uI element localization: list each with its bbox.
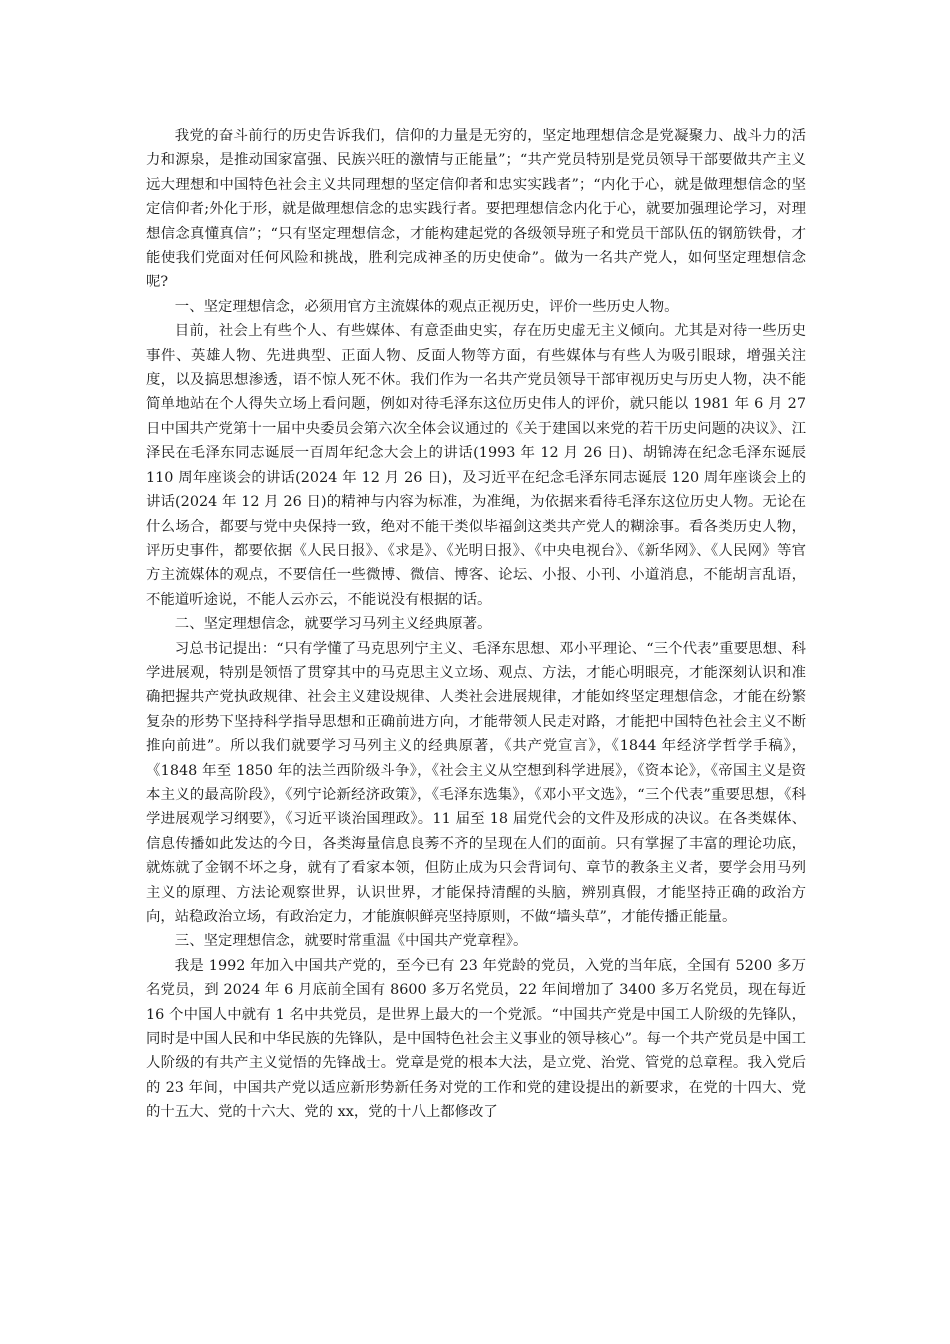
paragraph-section-1: 目前，社会上有些个人、有些媒体、有意歪曲史实，存在历史虚无主义倾向。尤其是对待一些历史事件、英雄人物、先进典型、正面人物、反面人物等方面，有些媒体与有些人为吸引眼球，增强关注度，以及搞思想渗透，语不惊人死不休。我们作为一名共产党员领导干部审视历史与历史人物，决不能简单地站在个人得失立场上看问题，例如对待毛泽东这位历史伟人的评价，就只能以 1981 年 6 月 27 日中国共产党第十一届中央委员会第六次全体会议通过的《关于建国以来党的若干历史问题的决议》、江泽民在毛泽东同志诞辰一百周年纪念大会上的讲话(1993 年 12 月 26 日)、胡锦涛在纪念毛泽东诞辰 110 周年座谈会的讲话(2024 年 12 月 26 日)，及习近平在纪念毛泽东同志诞辰 120 周年座谈会上的讲话(2024 年 12 月 26 日)的精神与内容为标准，为准绳，为依据来看待毛泽东这位历史人物。无论在什么场合，都要与党中央保持一致，绝对不能干类似毕福剑这类共产党人的糊涂事。看各类历史人物，评历史事件，都要依据《人民日报》、《求是》、《光明日报》、《中央电视台》、《新华网》、《人民网》等官方主流媒体的观点，不要信任一些微博、微信、博客、论坛、小报、小刊、小道消息，不能胡言乱语，不能道听途说，不能人云亦云，不能说没有根据的话。 [146,323,806,608]
paragraph-section-2: 习总书记提出：“只有学懂了马克思列宁主义、毛泽东思想、邓小平理论、“三个代表”重要思想、科学进展观，特别是领悟了贯穿其中的马克思主义立场、观点、方法，才能心明眼亮，才能深刻认识和准确把握共产党执政规律、社会主义建设规律、人类社会进展规律，才能如终坚定理想信念，才能在纷繁复杂的形势下坚持科学指导思想和正确前进方向，才能带领人民走对路，才能把中国特色社会主义不断推向前进”。所以我们就要学习马列主义的经典原著，《共产党宣言》，《1844 年经济学哲学手稿》，《1848 年至 1850 年的法兰西阶级斗争》，《社会主义从空想到科学进展》，《资本论》，《帝国主义是资本主义的最高阶段》，《列宁论新经济政策》，《毛泽东选集》，《邓小平文选》，“三个代表”重要思想，《科学进展观学习纲要》，《习近平谈治国理政》。11 届至 18 届党代会的文件及形成的决议。在各类媒体、信息传播如此发达的今日，各类海量信息良莠不齐的呈现在人们的面前。只有掌握了丰富的理论功底，就炼就了金钢不坏之身，就有了看家本领，但防止成为只会背词句、章节的教条主义者，要学会用马列主义的原理、方法论观察世界，认识世界，才能保持清醒的头脑，辨别真假，才能坚持正确的政治方向，站稳政治立场，有政治定力，才能旗帜鲜亮坚持原则，不做“墙头草”，才能传播正能量。 [146,640,806,925]
section-heading-3: 三、坚定理想信念，就要时常重温《中国共产党章程》。 [174,933,528,950]
section-heading-1: 一、坚定理想信念，必须用官方主流媒体的观点正视历史，评价一些历史人物。 [174,298,679,315]
paragraph-intro: 我党的奋斗前行的历史告诉我们，信仰的力量是无穷的，坚定地理想信念是党凝聚力、战斗力的活力和源泉，是推动国家富强、民族兴旺的激情与正能量”；“共产党员特别是党员领导干部要做共产主义远大理想和中国特色社会主义共同理想的坚定信仰者和忠实实践者”；“内化于心，就是做理想信念的坚定信仰者;外化于形，就是做理想信念的忠实践行者。要把理想信念内化于心，就要加强理论学习，对理想信念真懂真信”；“只有坚定理想信念，才能构建起党的各级领导班子和党员干部队伍的钢筋铁骨，才能使我们党面对任何风险和挑战，胜利完成神圣的历史使命”。做为一名共产党人，如何坚定理想信念呢? [146,128,806,291]
section-heading-2: 二、坚定理想信念，就要学习马列主义经典原著。 [174,616,492,633]
document-body [146,124,806,1125]
paragraph-section-3: 我是 1992 年加入中国共产党的，至今已有 23 年党龄的党员，入党的当年底，全国有 5200 多万名党员，到 2024 年 6 月底前全国有 8600 多万名党员，22 年间增加了 3400 多万名党员，现在每近 16 个中国人中就有 1 名中共党员，是世界上最大的一个党派。“中国共产党是中国工人阶级的先锋队，同时是中国人民和中华民族的先锋队，是中国特色社会主义事业的领导核心”。每一个共产党员是中国工人阶级的有共产主义觉悟的先锋战士。党章是党的根本大法，是立党、治党、管党的总章程。我入党后的 23 年间，中国共产党以适应新形势新任务对党的工作和党的建设提出的新要求，在党的十四大、党的十五大、党的十六大、党的 xx，党的十八上都修改了 [146,957,806,1121]
